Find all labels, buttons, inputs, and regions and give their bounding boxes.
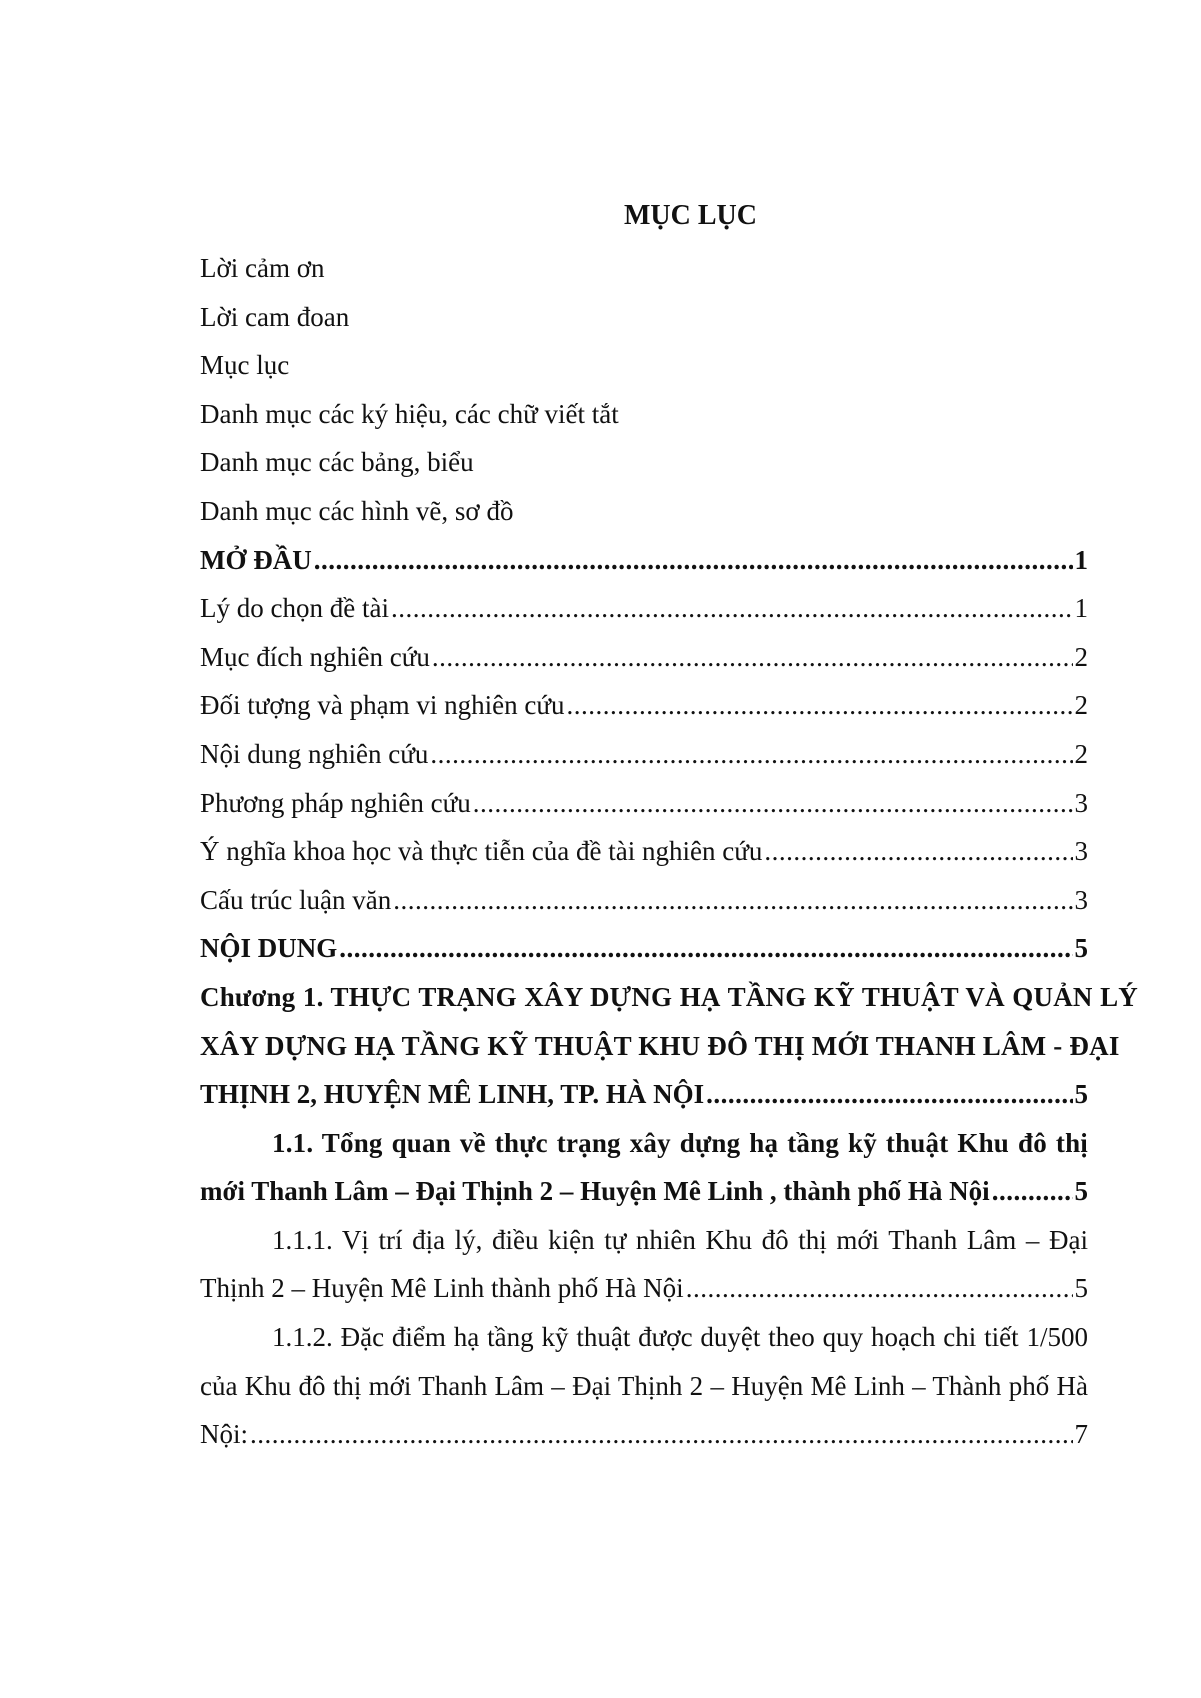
page-title: MỤC LỤC <box>624 200 757 231</box>
toc-label: MỞ ĐẦU <box>200 544 312 575</box>
section-1-1-2-line-2: của Khu đô thị mới Thanh Lâm – Đại Thịnh 2 – Huyện Mê Linh – Thành phố Hà <box>200 1370 1088 1401</box>
chapter-1-line-2: XÂY DỰNG HẠ TẦNG KỸ THUẬT KHU ĐÔ THỊ MỚI THANH LÂM - ĐẠI <box>200 1030 1120 1061</box>
toc-entry-section-1-1[interactable] <box>200 1119 1088 1216</box>
section-1-1-2-line-1: 1.1.2. Đặc điểm hạ tầng kỹ thuật được duyệt theo quy hoạch chi tiết 1/500 <box>272 1322 1088 1353</box>
toc-leader-dots <box>339 924 1072 973</box>
toc-leader-dots <box>250 1410 1072 1459</box>
toc-leader-dots <box>686 1264 1073 1313</box>
toc-page-number: 5 <box>1074 1176 1088 1207</box>
toc-entry-doi-tuong[interactable] <box>200 681 1088 730</box>
toc-entry-loi-cam-doan[interactable]: Lời cam đoan <box>200 301 350 332</box>
toc-entry-ly-do[interactable] <box>200 584 1088 633</box>
toc-label: Mục đích nghiên cứu <box>200 641 430 672</box>
toc-page-number: 7 <box>1074 1419 1088 1450</box>
chapter-1-line-3 <box>200 1070 1088 1119</box>
toc-entry-section-1-1-1[interactable] <box>200 1216 1088 1313</box>
toc-entry-ky-hieu[interactable]: Danh mục các ký hiệu, các chữ viết tắt <box>200 398 619 429</box>
toc-label: Lý do chọn đề tài <box>200 593 389 624</box>
chapter-1-line-1: Chương 1. THỰC TRẠNG XÂY DỰNG HẠ TẦNG KỸ THUẬT VÀ QUẢN LÝ <box>200 981 1138 1012</box>
toc-page-number: 2 <box>1074 690 1088 721</box>
toc-page-number: 2 <box>1074 738 1088 769</box>
table-of-contents <box>200 244 1138 1459</box>
toc-page-number: 5 <box>1074 933 1088 964</box>
toc-entry-cau-truc[interactable] <box>200 876 1088 925</box>
toc-leader-dots <box>764 827 1072 876</box>
toc-leader-dots <box>706 1070 1072 1119</box>
section-1-1-1-line-1: 1.1.1. Vị trí địa lý, điều kiện tự nhiên Khu đô thị mới Thanh Lâm – Đại <box>272 1224 1088 1255</box>
toc-entry-muc-dich[interactable] <box>200 633 1088 682</box>
toc-page-number: 1 <box>1074 593 1088 624</box>
toc-leader-dots <box>473 779 1073 828</box>
toc-page-number: 3 <box>1074 884 1088 915</box>
toc-leader-dots <box>992 1167 1073 1216</box>
toc-heading-noi-dung[interactable] <box>200 924 1088 973</box>
toc-leader-dots <box>567 681 1073 730</box>
section-1-1-line-2 <box>200 1167 1088 1216</box>
toc-leader-dots <box>432 633 1073 682</box>
toc-page-number: 3 <box>1074 836 1088 867</box>
section-1-1-2-line-3 <box>200 1410 1088 1459</box>
toc-page-number: 1 <box>1074 544 1088 575</box>
toc-page-number: 5 <box>1074 1079 1088 1110</box>
toc-label: Đối tượng và phạm vi nghiên cứu <box>200 690 565 721</box>
toc-leader-dots <box>314 536 1073 585</box>
toc-label: Phương pháp nghiên cứu <box>200 787 471 818</box>
toc-page-number: 3 <box>1074 787 1088 818</box>
toc-heading-mo-dau[interactable] <box>200 536 1088 585</box>
section-1-1-line-1: 1.1. Tổng quan về thực trạng xây dựng hạ tầng kỹ thuật Khu đô thị <box>272 1127 1088 1158</box>
toc-entry-hinh-ve[interactable]: Danh mục các hình vẽ, sơ đồ <box>200 495 514 526</box>
toc-entry-noi-dung-nghien-cuu[interactable] <box>200 730 1088 779</box>
toc-page-number: 2 <box>1074 641 1088 672</box>
toc-page-number: 5 <box>1074 1273 1088 1304</box>
toc-label: THỊNH 2, HUYỆN MÊ LINH, TP. HÀ NỘI <box>200 1079 705 1110</box>
toc-entry-loi-cam-on[interactable]: Lời cảm ơn <box>200 253 325 283</box>
toc-leader-dots <box>430 730 1072 779</box>
toc-entry-section-1-1-2[interactable] <box>200 1313 1088 1459</box>
toc-entry-bang-bieu[interactable]: Danh mục các bảng, biểu <box>200 447 474 478</box>
toc-leader-dots <box>391 584 1073 633</box>
toc-entry-phuong-phap[interactable] <box>200 779 1088 828</box>
toc-entry-chapter-1[interactable] <box>200 973 1138 1119</box>
toc-label: mới Thanh Lâm – Đại Thịnh 2 – Huyện Mê Linh , thành phố Hà Nội <box>200 1176 990 1207</box>
toc-entry-muc-luc[interactable]: Mục lục <box>200 350 290 381</box>
toc-leader-dots <box>393 876 1072 925</box>
toc-entry-y-nghia[interactable] <box>200 827 1088 876</box>
toc-label: Nội: <box>200 1419 249 1450</box>
toc-label: Ý nghĩa khoa học và thực tiễn của đề tài nghiên cứu <box>200 836 763 867</box>
toc-label: Thịnh 2 – Huyện Mê Linh thành phố Hà Nội <box>200 1273 684 1304</box>
toc-label: NỘI DUNG <box>200 933 338 964</box>
toc-label: Nội dung nghiên cứu <box>200 738 429 769</box>
section-1-1-1-line-2 <box>200 1264 1088 1313</box>
toc-label: Cấu trúc luận văn <box>200 884 392 915</box>
